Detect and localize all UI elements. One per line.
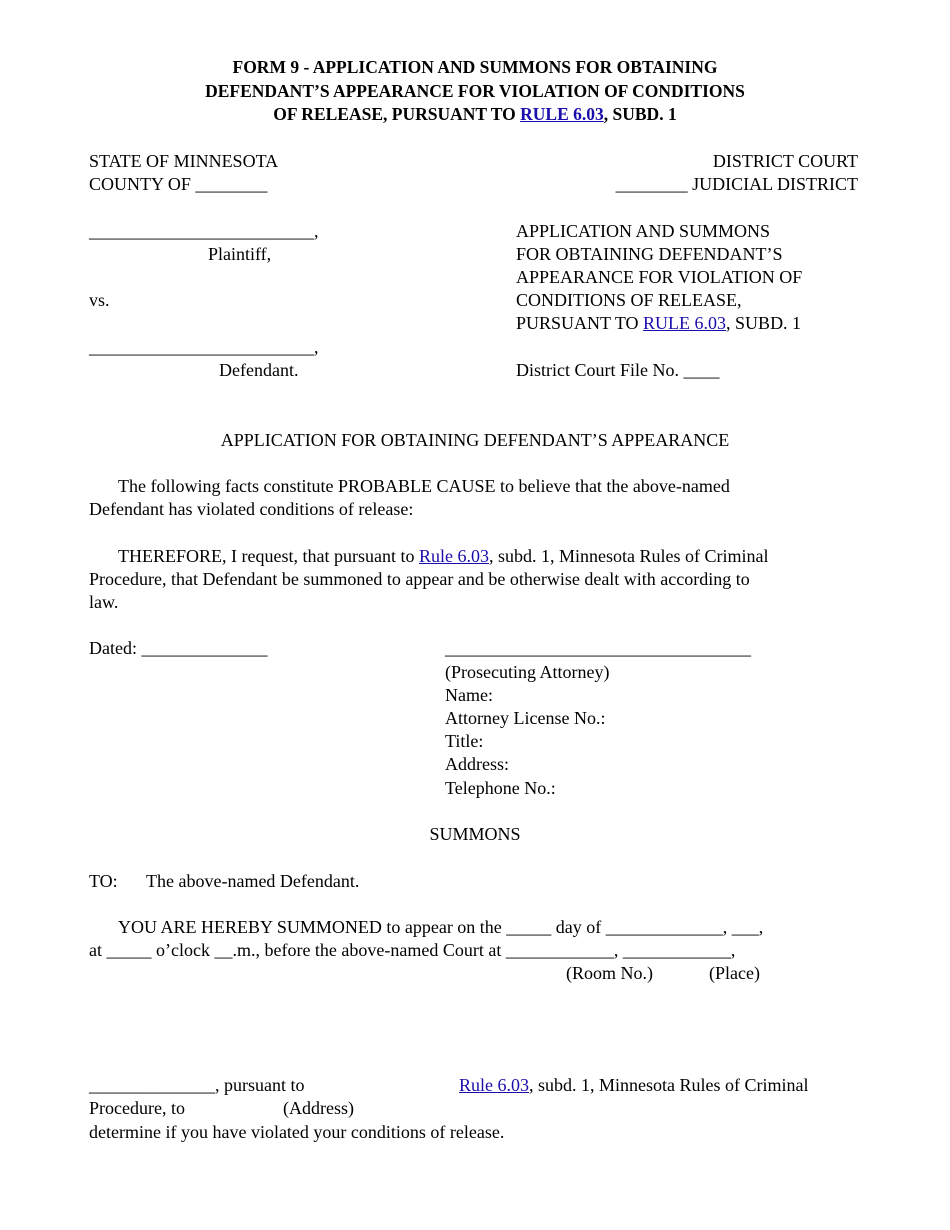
rule-6-03-link-caption[interactable]: RULE 6.03 (643, 313, 727, 333)
file-number: District Court File No. ____ (516, 360, 720, 380)
request-line-1-suffix: , subd. 1, Minnesota Rules of Criminal (488, 546, 769, 566)
address-blank: ______________, pursuant to (89, 1075, 305, 1095)
document-title-line-2: FOR OBTAINING DEFENDANT’S (516, 244, 783, 264)
to-value: The above-named Defendant. (146, 871, 360, 891)
state-label: STATE OF MINNESOTA (89, 151, 279, 171)
plaintiff-blank: _________________________, (89, 221, 319, 241)
signature-line: __________________________________ (445, 638, 751, 658)
defendant-blank: _________________________, (89, 337, 319, 357)
court-label: DISTRICT COURT (712, 151, 858, 171)
district-label: ________ JUDICIAL DISTRICT (615, 174, 858, 194)
final-line: determine if you have violated your conditions of release. (89, 1122, 505, 1142)
rule-6-03-link-summons[interactable]: Rule 6.03 (459, 1075, 529, 1095)
form-title-line-3-suffix: , SUBD. 1 (603, 104, 677, 124)
rule-6-03-link-request[interactable]: Rule 6.03 (418, 546, 489, 566)
facts-line-1: The following facts constitute PROBABLE CAUSE to believe that the above-named (118, 476, 730, 496)
form-title-line-1: FORM 9 - APPLICATION AND SUMMONS FOR OBTAINING (232, 57, 718, 77)
form-title-line-3-prefix: OF RELEASE, PURSUANT TO (273, 104, 521, 124)
document-title-line-4: CONDITIONS OF RELEASE, (516, 290, 742, 310)
telephone-field: Telephone No.: (445, 778, 556, 798)
dated-field: Dated: ______________ (89, 638, 268, 658)
form-title-line-2: DEFENDANT’S APPEARANCE FOR VIOLATION OF CONDITIONS (205, 81, 745, 101)
summons-line-1: YOU ARE HEREBY SUMMONED to appear on the _____ day of _____________, ___, (118, 917, 764, 937)
county-label: COUNTY OF ________ (89, 174, 268, 194)
request-line-2: Procedure, that Defendant be summoned to appear and be otherwise dealt with according to (89, 569, 750, 589)
document-title-line-3: APPEARANCE FOR VIOLATION OF (516, 267, 803, 287)
versus-label: vs. (89, 290, 110, 310)
room-number-label: (Room No.) (566, 963, 653, 983)
request-line-1-prefix: THEREFORE, I request, that pursuant to (118, 546, 419, 566)
plaintiff-label: Plaintiff, (208, 244, 272, 264)
document-title-line-5 (516, 312, 801, 335)
document-title-line-5-prefix: PURSUANT TO (516, 313, 644, 333)
request-line-3: law. (89, 592, 119, 612)
facts-line-2: Defendant has violated conditions of release: (89, 499, 414, 519)
place-label: (Place) (709, 963, 760, 983)
address-label: (Address) (283, 1098, 354, 1118)
document-title-line-1: APPLICATION AND SUMMONS (516, 221, 771, 241)
title-field: Title: (445, 731, 484, 751)
defendant-label: Defendant. (219, 360, 299, 380)
rule-6-03-link-title[interactable]: RULE 6.03 (520, 104, 604, 124)
license-field: Attorney License No.: (445, 708, 606, 728)
address-field: Address: (445, 754, 509, 774)
document-title-line-5-suffix: , SUBD. 1 (726, 313, 802, 333)
summons-line-2: at _____ o’clock __.m., before the above-named Court at ____________, ____________, (89, 940, 736, 960)
name-field: Name: (445, 685, 493, 705)
to-label: TO: (89, 871, 118, 891)
summons-rule-suffix: , subd. 1, Minnesota Rules of Criminal (529, 1075, 809, 1095)
summons-rule-line (459, 1074, 808, 1097)
summons-heading: SUMMONS (429, 824, 521, 844)
request-line-1 (118, 545, 768, 568)
application-heading: APPLICATION FOR OBTAINING DEFENDANT’S APPEARANCE (220, 430, 730, 450)
prosecuting-attorney-label: (Prosecuting Attorney) (445, 662, 610, 682)
form-title-line-3 (0, 103, 950, 126)
procedure-to: Procedure, to (89, 1098, 185, 1118)
